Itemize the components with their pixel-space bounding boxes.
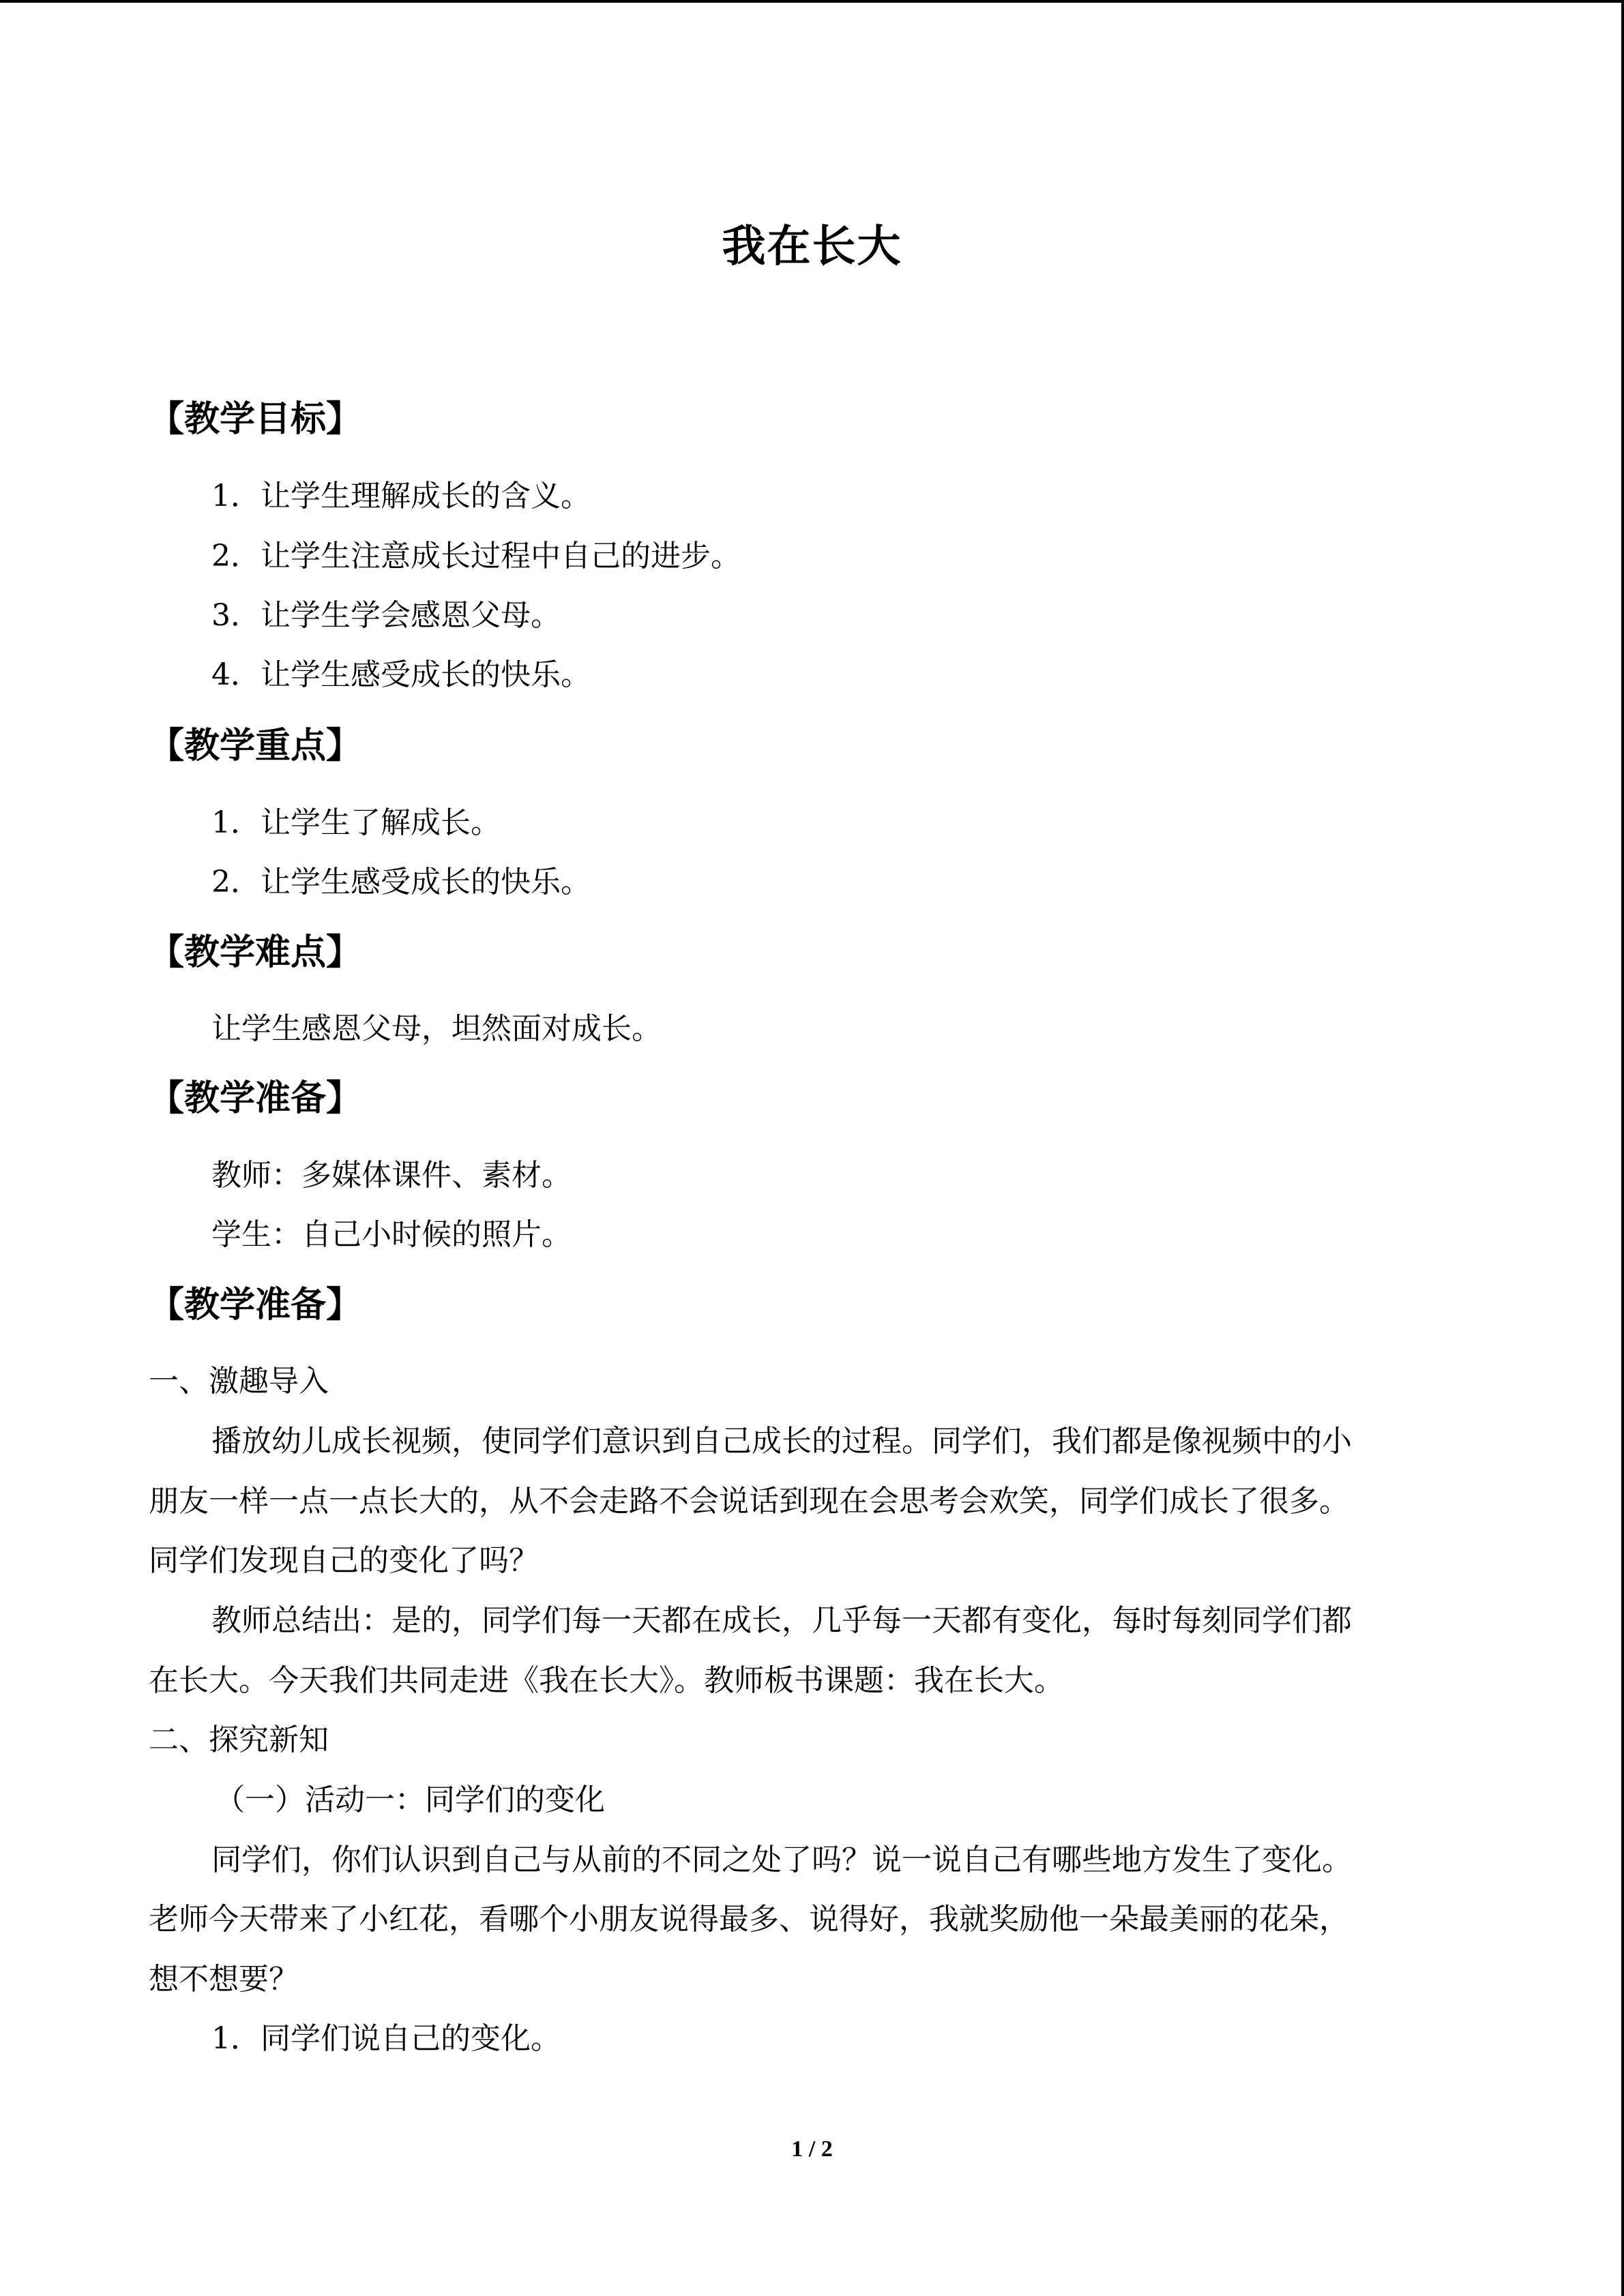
- goal-item: 1．让学生理解成长的含义。: [211, 479, 591, 513]
- section-heading-process: 【教学准备】: [149, 1285, 362, 1326]
- goal-item: 4．让学生感受成长的快乐。: [211, 657, 591, 692]
- section-heading-difficulties: 【教学难点】: [149, 932, 362, 973]
- page-border-right: [1621, 0, 1624, 2296]
- page-border-top: [0, 0, 1624, 3]
- process-paragraph-line: 老师今天带来了小红花，看哪个小朋友说得最多、说得好，我就奖励他一朵最美丽的花朵，: [149, 1902, 1349, 1937]
- process-paragraph-line: 想不想要？: [149, 1962, 299, 1997]
- process-paragraph-line: 朋友一样一点一点长大的，从不会走路不会说话到现在会思考会欢笑，同学们成长了很多。: [149, 1484, 1349, 1519]
- key-point-item: 2．让学生感受成长的快乐。: [211, 865, 591, 899]
- process-subheading: 二、探究新知: [149, 1723, 329, 1757]
- process-paragraph-line: 教师总结出：是的，同学们每一天都在成长，几乎每一天都有变化，每时每刻同学们都: [211, 1603, 1352, 1638]
- section-heading-key-points: 【教学重点】: [149, 726, 362, 766]
- goal-item: 2．让学生注意成长过程中自己的进步。: [211, 539, 741, 573]
- process-paragraph-line: 同学们，你们认识到自己与从前的不同之处了吗？说一说自己有哪些地方发生了变化。: [211, 1843, 1352, 1877]
- process-subheading: 一、激趣导入: [149, 1364, 329, 1399]
- difficulty-item: 让学生感恩父母，坦然面对成长。: [211, 1011, 662, 1046]
- section-heading-preparation: 【教学准备】: [149, 1078, 362, 1119]
- process-activity-heading: （一）活动一：同学们的变化: [215, 1783, 605, 1817]
- process-paragraph-line: 在长大。今天我们共同走进《我在长大》。教师板书课题：我在长大。: [149, 1663, 1064, 1698]
- process-paragraph-line: 同学们发现自己的变化了吗？: [149, 1543, 539, 1578]
- section-heading-goals: 【教学目标】: [149, 399, 362, 440]
- key-point-item: 1．让学生了解成长。: [211, 805, 501, 840]
- goal-item: 3．让学生学会感恩父母。: [211, 598, 561, 633]
- page-number: 1 / 2: [791, 2136, 833, 2162]
- process-paragraph-line: 播放幼儿成长视频，使同学们意识到自己成长的过程。同学们，我们都是像视频中的小: [211, 1424, 1352, 1459]
- preparation-item: 教师：多媒体课件、素材。: [211, 1158, 572, 1193]
- page-title: 我在长大: [722, 222, 902, 272]
- process-list-item: 1．同学们说自己的变化。: [211, 2021, 561, 2056]
- preparation-item: 学生：自己小时候的照片。: [211, 1217, 572, 1252]
